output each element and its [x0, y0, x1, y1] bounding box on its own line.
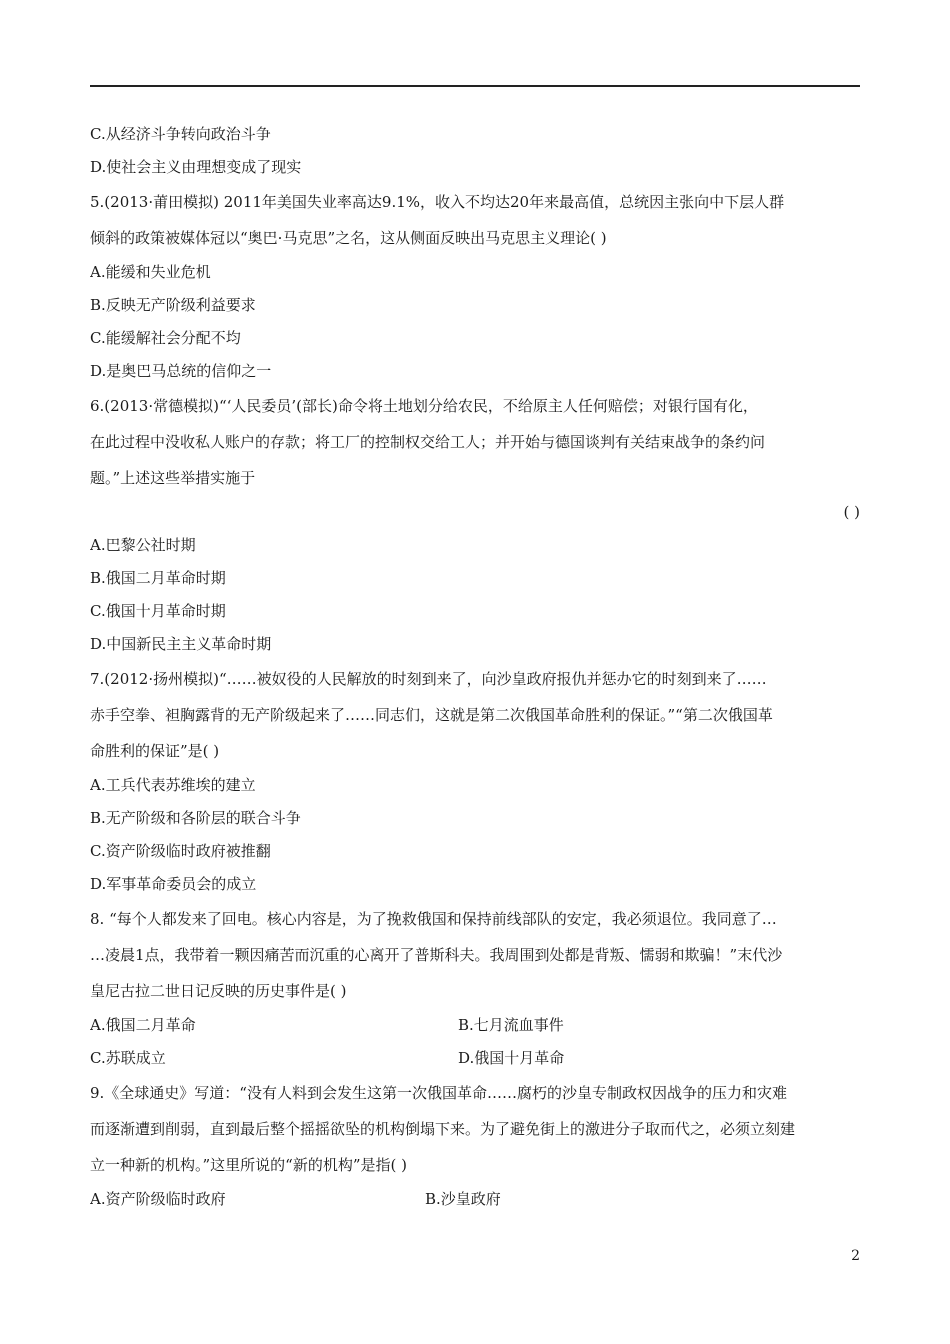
q6-option-c: C.俄国十月革命时期 [90, 602, 226, 620]
q6-option-a: A.巴黎公社时期 [90, 536, 196, 554]
q7-stem-line1: 7.(2012·扬州模拟)“……被奴役的人民解放的时刻到来了，向沙皇政府报仇并惩办它的时刻到来了…… [90, 670, 767, 688]
q5-option-d: D.是奥巴马总统的信仰之一 [90, 362, 272, 380]
q6-stem-line1: 6.(2013·常德模拟)“‘人民委员’(部长)命令将土地划分给农民，不给原主人任何赔偿；对银行国有化， [90, 397, 758, 415]
q6-stem-line2: 在此过程中没收私人账户的存款；将工厂的控制权交给工人；并开始与德国谈判有关结束战争的条约问 [90, 433, 766, 451]
q8-options-row2 [90, 1042, 860, 1075]
q9-options-row1 [90, 1183, 860, 1216]
q5-stem-line1: 5.(2013·莆田模拟) 2011年美国失业率高达9.1%，收入不均达20年来最高值，总统因主张向中下层人群 [90, 193, 785, 211]
q8-option-a: A.俄国二月革命 [90, 1016, 196, 1034]
q8-stem-line1: 8. “每个人都发来了回电。核心内容是，为了挽救俄国和保持前线部队的安定，我必须退位。我同意了… [90, 910, 777, 928]
q9-stem-line1: 9.《全球通史》写道：“没有人料到会发生这第一次俄国革命……腐朽的沙皇专制政权因战争的压力和灾难 [90, 1084, 787, 1102]
header-rule [90, 85, 860, 87]
q7-option-c: C.资产阶级临时政府被推翻 [90, 842, 271, 860]
q8-stem-line2: …凌晨1点，我带着一颗因痛苦而沉重的心离开了普斯科夫。我周围到处都是背叛、懦弱和欺骗！”末代沙 [90, 946, 783, 964]
q4-option-c: C.从经济斗争转向政治斗争 [90, 125, 271, 143]
q5-option-c: C.能缓解社会分配不均 [90, 329, 241, 347]
q7-stem-line2: 赤手空拳、袒胸露背的无产阶级起来了……同志们，这就是第二次俄国革命胜利的保证。”“第二次俄国革 [90, 706, 773, 724]
q8-options-row1 [90, 1009, 860, 1042]
q6-option-b: B.俄国二月革命时期 [90, 569, 226, 587]
q5-option-b: B.反映无产阶级利益要求 [90, 296, 256, 314]
q5-stem-line2: 倾斜的政策被媒体冠以“奥巴·马克思”之名，这从侧面反映出马克思主义理论( ) [90, 229, 607, 247]
q8-option-c: C.苏联成立 [90, 1049, 166, 1067]
q4-option-d: D.使社会主义由理想变成了现实 [90, 158, 302, 176]
q6-answer-paren: ( ) [843, 503, 860, 521]
q9-stem-line2: 而逐渐遭到削弱，直到最后整个摇摇欲坠的机构倒塌下来。为了避免街上的激进分子取而代之，必须立刻建 [90, 1120, 796, 1138]
q7-stem-line3: 命胜利的保证”是( ) [90, 742, 220, 760]
q7-option-a: A.工兵代表苏维埃的建立 [90, 776, 256, 794]
q9-stem-line3: 立一种新的机构。”这里所说的“新的机构”是指( ) [90, 1156, 407, 1174]
q8-stem-line3: 皇尼古拉二世日记反映的历史事件是( ) [90, 982, 347, 1000]
document-body [90, 118, 860, 1216]
q9-option-a: A.资产阶级临时政府 [90, 1190, 226, 1208]
q8-option-d: D.俄国十月革命 [458, 1049, 565, 1067]
q8-option-b: B.七月流血事件 [458, 1016, 564, 1034]
page-number: 2 [851, 1248, 860, 1264]
q5-option-a: A.能缓和失业危机 [90, 263, 211, 281]
q7-option-b: B.无产阶级和各阶层的联合斗争 [90, 809, 301, 827]
q9-option-b: B.沙皇政府 [425, 1190, 501, 1208]
q6-option-d: D.中国新民主主义革命时期 [90, 635, 272, 653]
q7-option-d: D.军事革命委员会的成立 [90, 875, 257, 893]
q6-stem-line3: 题。”上述这些举措实施于 [90, 469, 256, 487]
